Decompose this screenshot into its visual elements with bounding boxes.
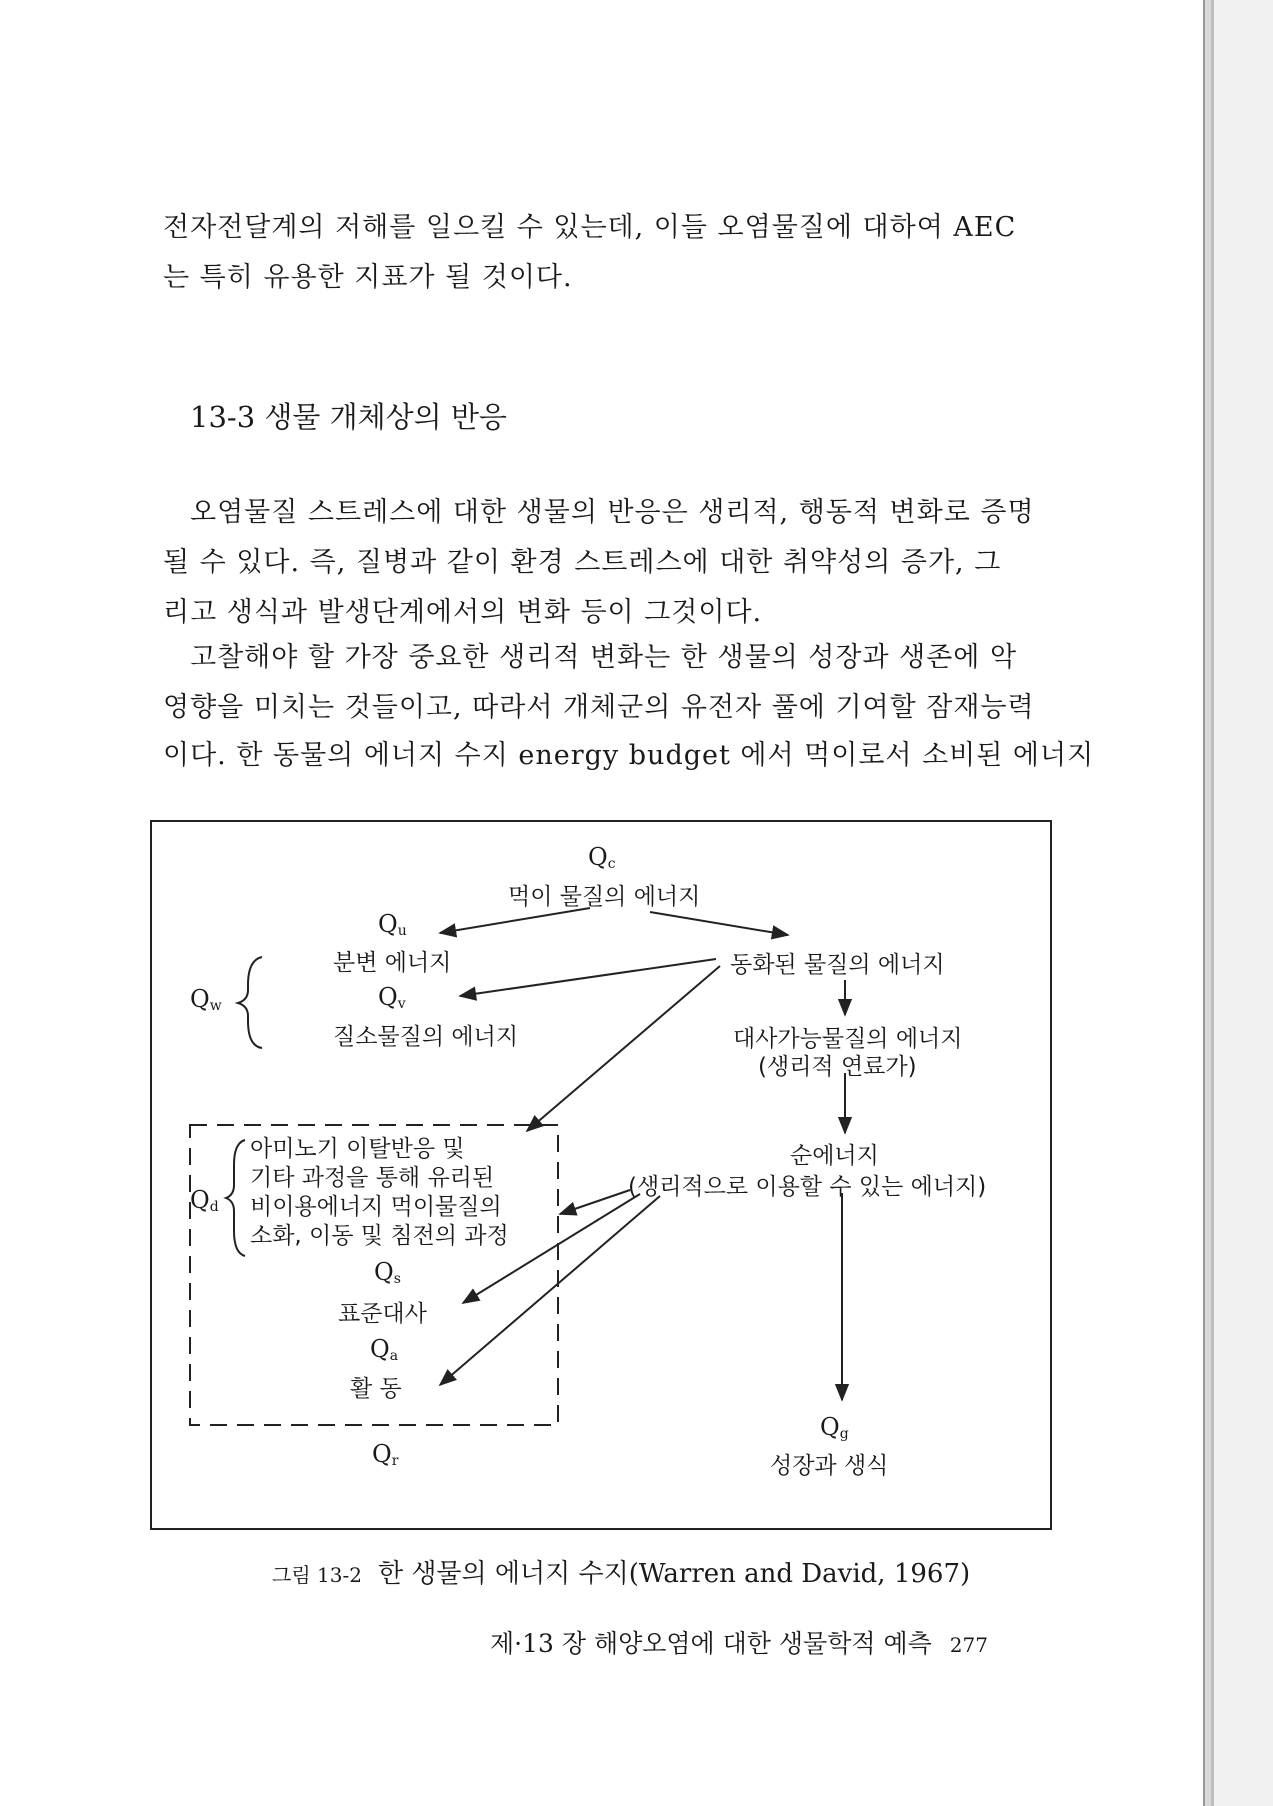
qu-label: 분변 에너지 xyxy=(333,950,452,976)
para1-line1: 전자전달계의 저해를 일으킬 수 있는데, 이들 오염물질에 대하여 AEC xyxy=(163,212,1017,243)
figure-number: 그림 13-2 xyxy=(272,1563,362,1587)
qd-brace xyxy=(226,1140,245,1256)
metabolizable-label: 대사가능물질의 에너지 xyxy=(733,1026,963,1052)
qv-label: 질소물질의 에너지 xyxy=(333,1024,519,1050)
caption-text: 한 생물의 에너지 수지(Warren and David, 1967) xyxy=(377,1559,971,1589)
chapter-title: 제·13 장 해양오염에 대한 생물학적 예측 xyxy=(490,1629,932,1658)
qa-symbol: $Q_a$ xyxy=(370,1335,399,1364)
figure-caption xyxy=(272,1553,970,1590)
section-heading: 13-3 생물 개체상의 반응 xyxy=(190,400,507,434)
qr-symbol: $Q_r$ xyxy=(372,1440,399,1469)
qd-line-2: 기타 과정을 통해 유리된 xyxy=(250,1165,495,1191)
para1-line2: 는 특히 유용한 지표가 될 것이다. xyxy=(163,262,573,293)
qw-brace xyxy=(238,957,262,1048)
qg-symbol: $Q_g$ xyxy=(820,1413,849,1442)
para3-line3: 이다. 한 동물의 에너지 수지 energy budget 에서 먹이로서 소비된 에너지 xyxy=(163,740,1095,771)
assimilated-label: 동화된 물질의 에너지 xyxy=(730,952,945,978)
arrow-assimilated-to-qv xyxy=(460,959,716,996)
arrow-qc-to-assimilated xyxy=(650,912,788,935)
page-number: 277 xyxy=(949,1633,988,1657)
qu-symbol: $Q_u$ xyxy=(378,910,407,939)
qa-label: 활 동 xyxy=(350,1376,402,1402)
qc-symbol: $Q_c$ xyxy=(588,843,616,872)
qw-symbol: $Q_w$ xyxy=(190,985,222,1014)
arrow-qc-to-qu xyxy=(440,908,590,933)
net-energy-label: 순에너지 xyxy=(790,1143,879,1169)
qs-symbol: $Q_s$ xyxy=(374,1258,401,1287)
qc-label: 먹이 물질의 에너지 xyxy=(508,884,701,910)
arrow-assimilated-to-qd xyxy=(527,966,720,1131)
physiological-fuel-label: (생리적 연료가) xyxy=(758,1054,917,1080)
qd-line-3: 비이용에너지 먹이물질의 xyxy=(250,1194,502,1220)
qg-label: 성장과 생식 xyxy=(770,1453,889,1479)
qd-line-1: 아미노기 이탈반응 및 xyxy=(250,1136,465,1162)
qs-label: 표준대사 xyxy=(338,1301,427,1327)
para3-line1: 고찰해야 할 가장 중요한 생리적 변화는 한 생물의 성장과 생존에 악 xyxy=(190,642,1018,673)
qd-line-4: 소화, 이동 및 침전의 과정 xyxy=(250,1223,509,1249)
running-footer xyxy=(490,1624,988,1660)
qv-symbol: $Q_v$ xyxy=(378,983,406,1012)
para2-line2: 될 수 있다. 즉, 질병과 같이 환경 스트레스에 대한 취약성의 증가, 그 xyxy=(163,547,1002,578)
net-energy-note: (생리적으로 이용할 수 있는 에너지) xyxy=(628,1174,987,1200)
para2-line1: 오염물질 스트레스에 대한 생물의 반응은 생리적, 행동적 변화로 증명 xyxy=(190,497,1035,528)
qd-symbol: $Q_d$ xyxy=(190,1186,219,1215)
para3-line2: 영향을 미치는 것들이고, 따라서 개체군의 유전자 풀에 기여할 잠재능력 xyxy=(163,692,1035,723)
para2-line3: 리고 생식과 발생단계에서의 변화 등이 그것이다. xyxy=(163,597,763,628)
arrow-net-to-qd xyxy=(560,1190,630,1214)
